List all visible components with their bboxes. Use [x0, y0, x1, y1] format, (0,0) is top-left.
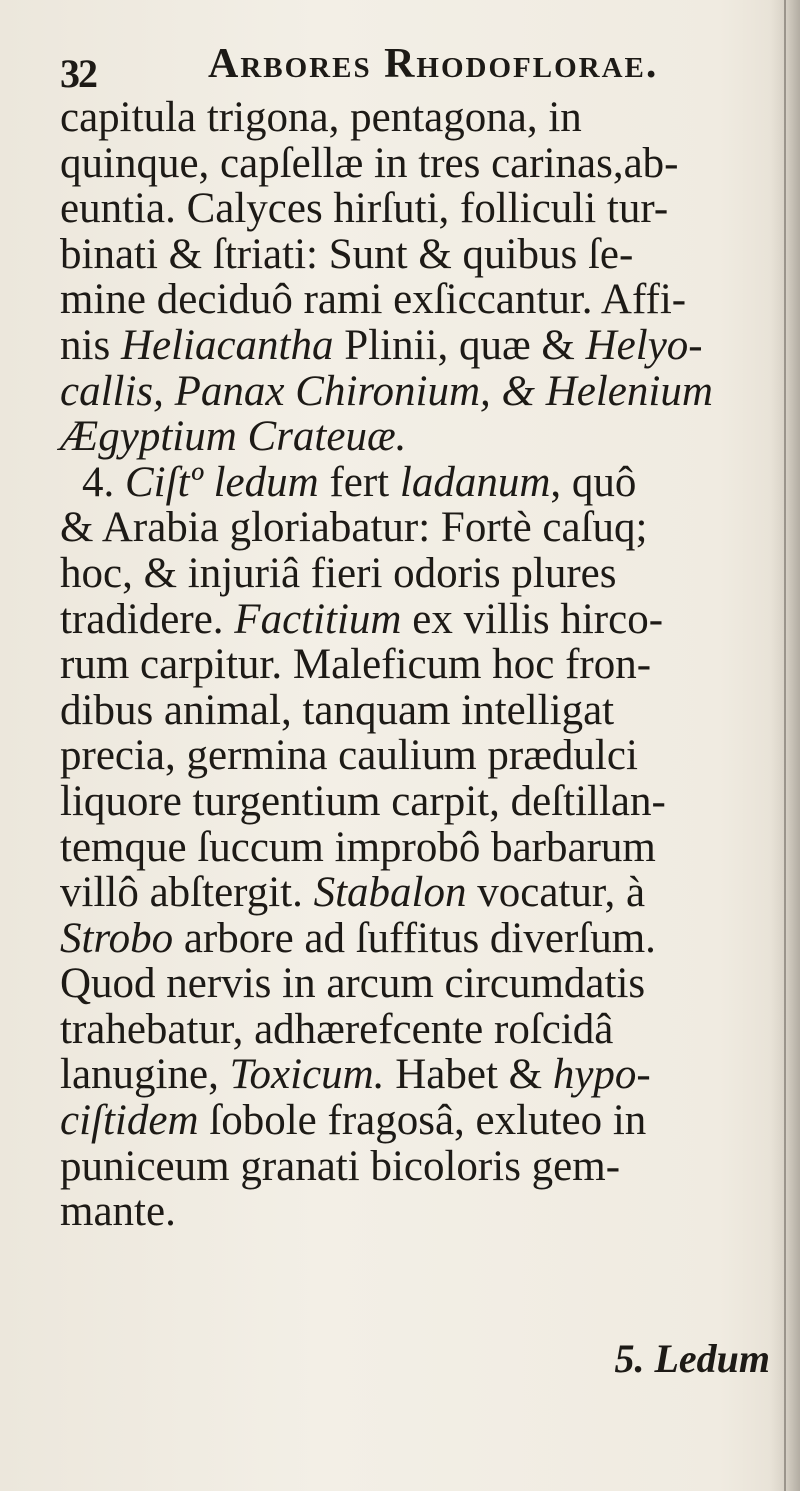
text-run: fert [318, 458, 400, 506]
italic-text: Helyo- [585, 321, 703, 369]
text-line [60, 1098, 780, 1144]
text-run: Plinii, quæ & [333, 321, 586, 369]
text-run: capitula trigona, pentagona, in [60, 94, 582, 141]
text-line [60, 141, 780, 187]
text-line [60, 95, 780, 141]
text-run: liquore turgentium carpit, deſtillan- [60, 777, 666, 825]
text-run: puniceum granati bicoloris gem- [60, 1142, 621, 1190]
italic-text: Stabalon [313, 869, 467, 917]
text-run: lanugine, [60, 1051, 230, 1099]
text-line [60, 825, 780, 871]
text-run: mine deciduô rami exſiccantur. Affi- [60, 276, 687, 324]
text-run: precia, germina caulium prædulci [60, 732, 638, 780]
text-run: hoc, & injuriâ fieri odoris plures [60, 549, 617, 597]
text-run: rum carpitur. Maleficum hoc fron- [60, 641, 652, 689]
text-line [60, 1007, 780, 1053]
text-line [60, 551, 780, 597]
page-edge [784, 0, 786, 1491]
text-line [60, 505, 780, 551]
text-run: 4. [82, 458, 125, 506]
italic-text: Heliacantha [120, 321, 334, 369]
text-line [60, 961, 780, 1007]
italic-text: Ciſtº ledum [125, 458, 319, 506]
text-line [60, 1189, 780, 1235]
text-run: trahebatur, adhærefcente roſcidâ [60, 1005, 614, 1053]
running-title: Arbores Rhodoflorae. [208, 41, 659, 87]
text-run: ex villis hirco- [401, 595, 664, 643]
text-line [60, 369, 780, 415]
text-line [60, 870, 780, 916]
text-line [60, 597, 780, 643]
text-run: tradidere. [60, 595, 235, 643]
page-header [60, 38, 760, 98]
text-run: euntia. Calyces hirſuti, folliculi tur- [60, 185, 669, 233]
text-line [60, 323, 780, 369]
text-run: dibus animal, tanquam intelligat [60, 686, 615, 734]
italic-text: Strobo [60, 914, 174, 962]
text-run: ſobole fragosâ, exluteo in [198, 1097, 647, 1145]
text-line [60, 1052, 780, 1098]
text-run: vocatur, à [466, 869, 646, 917]
text-run: mante. [60, 1188, 176, 1236]
text-run: Habet & [384, 1051, 553, 1099]
italic-text: Factitium [234, 595, 402, 643]
text-run: & Arabia gloriabatur: Fortè caſuq; [60, 504, 648, 552]
page-number: 32 [60, 51, 96, 96]
text-run: temque ſuccum improbô barbarum [60, 823, 656, 871]
text-line [60, 642, 780, 688]
text-line [60, 733, 780, 779]
text-line [60, 232, 780, 278]
italic-text: ladanum [399, 458, 551, 506]
text-run: arbore ad ſuffitus diverſum. [173, 914, 656, 962]
italic-text: Ægyptium Crateuæ. [60, 413, 407, 461]
italic-text: hypo- [552, 1051, 651, 1099]
italic-text: Toxicum. [229, 1051, 385, 1099]
text-line [60, 916, 780, 962]
catchword: 5. Ledum [614, 1336, 770, 1381]
text-run: Quod nervis in arcum circumdatis [60, 960, 646, 1008]
text-line [60, 186, 780, 232]
text-line [60, 688, 780, 734]
text-line [60, 414, 780, 460]
text-run: nis [60, 321, 121, 369]
text-line [60, 779, 780, 825]
text-line [60, 277, 780, 323]
text-line [60, 1144, 780, 1190]
text-run: villô abſtergit. [60, 869, 314, 917]
text-line [60, 460, 780, 506]
text-run: quinque, capſellæ in tres carinas,ab- [60, 139, 679, 187]
italic-text: ciſtidem [60, 1097, 199, 1145]
body-text [60, 95, 780, 1235]
text-run: binati & ſtriati: Sunt & quibus ſe- [60, 230, 634, 278]
text-run: , quô [550, 458, 637, 506]
italic-text: callis, Panax Chironium, & Helenium [60, 367, 713, 415]
